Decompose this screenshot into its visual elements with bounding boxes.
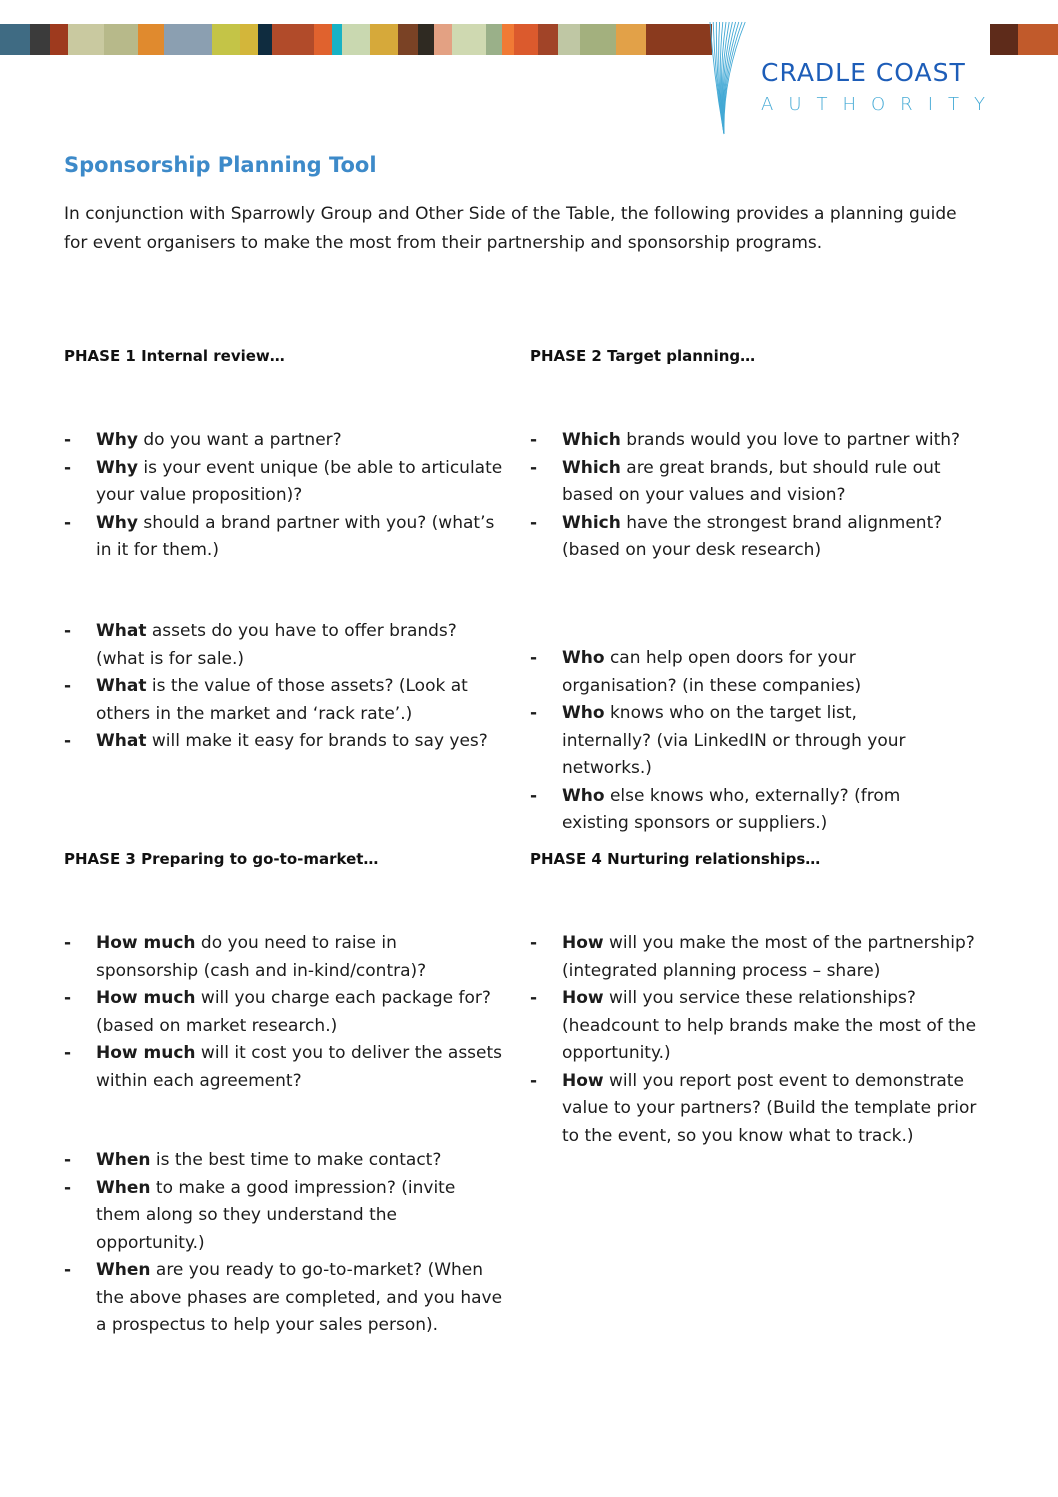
logo-line-2: AUTHORITY xyxy=(761,94,1000,115)
keyword: How xyxy=(562,1070,604,1091)
keyword: How xyxy=(562,988,604,1008)
stripe-block xyxy=(0,24,30,55)
list-item xyxy=(64,673,504,728)
stripe-block xyxy=(646,24,712,55)
keyword: Who xyxy=(562,648,605,668)
list-item xyxy=(530,1068,980,1151)
dash-bullet-icon: - xyxy=(530,430,538,450)
stripe-block xyxy=(1018,24,1058,55)
dash-bullet-icon: - xyxy=(64,933,72,953)
stripe-block xyxy=(212,24,240,55)
phase-3-when-list xyxy=(64,1147,504,1340)
dash-bullet-icon: - xyxy=(530,457,538,478)
phase-1-heading: PHASE 1 Internal review… xyxy=(64,347,285,365)
item-text: do you need to raise in sponsorship (cash and in-kind/contra)? xyxy=(96,933,427,981)
cradle-coast-authority-logo xyxy=(704,18,1024,140)
item-text: will you report post event to demonstrate value to your partners? (Build the template prior to the event, so you know what to track.) xyxy=(562,1070,977,1146)
keyword: How xyxy=(562,933,604,953)
dash-bullet-icon: - xyxy=(530,512,538,533)
item-text: assets do you have to offer brands? (what is for sale.) xyxy=(96,621,457,669)
phase-2-who-list xyxy=(530,645,950,838)
dash-bullet-icon: - xyxy=(64,1177,72,1198)
dash-bullet-icon: - xyxy=(64,430,72,450)
item-text: are you ready to go-to-market? (When the above phases are completed, and you have a prospectus to help your sales person). xyxy=(96,1260,503,1335)
list-item xyxy=(64,510,504,565)
intro-paragraph: In conjunction with Sparrowly Group and Other Side of the Table, the following provides a planning guide for event organisers to make the most from their partnership and sponsorship programs. xyxy=(64,204,957,253)
list-item xyxy=(64,1147,504,1175)
item-text: will make it easy for brands to say yes? xyxy=(146,731,488,751)
stripe-block xyxy=(332,24,342,55)
dash-bullet-icon: - xyxy=(530,988,538,1008)
stripe-block xyxy=(258,24,272,55)
keyword: Why xyxy=(96,512,138,533)
fan-lines-icon xyxy=(704,18,764,140)
stripe-block xyxy=(514,24,538,55)
keyword: Which xyxy=(562,457,621,478)
list-item xyxy=(64,930,504,985)
dash-bullet-icon: - xyxy=(64,621,72,641)
stripe-block xyxy=(502,24,514,55)
stripe-block xyxy=(342,24,370,55)
list-item xyxy=(530,510,980,565)
item-text: have the strongest brand alignment? (based on your desk research) xyxy=(562,512,943,560)
keyword: Which xyxy=(562,430,621,450)
dash-bullet-icon: - xyxy=(64,731,72,751)
list-item xyxy=(530,645,950,700)
list-item xyxy=(530,930,980,985)
item-text: are great brands, but should rule out based on your values and vision? xyxy=(562,457,941,505)
item-text: should a brand partner with you? (what’s in it for them.) xyxy=(96,512,495,560)
keyword: Why xyxy=(96,430,138,450)
stripe-block xyxy=(538,24,558,55)
keyword: How much xyxy=(96,933,196,953)
stripe-block xyxy=(370,24,398,55)
logo-line-1: CRADLE COAST xyxy=(761,58,966,87)
phase-1-what-list xyxy=(64,618,504,756)
item-text: will it cost you to deliver the assets within each agreement? xyxy=(96,1043,503,1091)
stripe-block xyxy=(418,24,434,55)
dash-bullet-icon: - xyxy=(64,1260,72,1280)
item-text: is the value of those assets? (Look at others in the market and ‘rack rate’.) xyxy=(96,676,468,724)
list-item xyxy=(64,427,504,455)
stripe-block xyxy=(452,24,486,55)
keyword: When xyxy=(96,1177,151,1198)
item-text: will you charge each package for? (based on market research.) xyxy=(96,988,491,1036)
dash-bullet-icon: - xyxy=(530,703,538,723)
dash-bullet-icon: - xyxy=(530,1070,538,1091)
keyword: What xyxy=(96,621,147,641)
list-item xyxy=(530,455,980,510)
phase-3-how-much-list xyxy=(64,930,504,1095)
stripe-block xyxy=(68,24,104,55)
item-text: else knows who, externally? (from existing sponsors or suppliers.) xyxy=(562,785,901,833)
keyword: How much xyxy=(96,988,196,1008)
keyword: Who xyxy=(562,703,605,723)
dash-bullet-icon: - xyxy=(530,648,538,668)
item-text: will you make the most of the partnership? (integrated planning process – share) xyxy=(562,933,975,981)
keyword: Who xyxy=(562,785,605,806)
stripe-block xyxy=(138,24,164,55)
item-text: do you want a partner? xyxy=(137,430,342,450)
stripe-block xyxy=(398,24,418,55)
dash-bullet-icon: - xyxy=(64,676,72,696)
keyword: Why xyxy=(96,457,138,478)
keyword: When xyxy=(96,1260,151,1280)
dash-bullet-icon: - xyxy=(530,785,538,806)
list-item xyxy=(64,1257,504,1340)
list-item xyxy=(530,700,950,783)
keyword: When xyxy=(96,1150,151,1170)
stripe-block xyxy=(434,24,452,55)
phase-3-section xyxy=(64,850,504,1335)
dash-bullet-icon: - xyxy=(530,933,538,953)
keyword: Which xyxy=(562,512,621,533)
list-item xyxy=(64,618,504,673)
stripe-block xyxy=(240,24,258,55)
list-item xyxy=(64,455,504,510)
list-item xyxy=(530,783,950,838)
dash-bullet-icon: - xyxy=(64,457,72,478)
list-item xyxy=(64,1175,504,1258)
phase-1-why-list xyxy=(64,427,504,565)
item-text: will you service these relationships? (headcount to help brands make the most of the opportunity.) xyxy=(562,988,977,1063)
item-text: is the best time to make contact? xyxy=(150,1150,442,1170)
keyword: How much xyxy=(96,1043,196,1063)
stripe-block xyxy=(486,24,502,55)
stripe-block xyxy=(104,24,138,55)
item-text: is your event unique (be able to articulate your value proposition)? xyxy=(96,457,503,505)
stripe-block xyxy=(50,24,68,55)
list-item xyxy=(64,985,504,1040)
list-item xyxy=(64,728,504,756)
phase-2-heading: PHASE 2 Target planning… xyxy=(530,347,756,365)
stripe-block xyxy=(164,24,212,55)
list-item xyxy=(530,427,980,455)
item-text: to make a good impression? (invite them along so they understand the opportunity.) xyxy=(96,1177,456,1253)
phase-2-which-list xyxy=(530,427,980,565)
stripe-block xyxy=(272,24,314,55)
stripe-block xyxy=(580,24,616,55)
stripe-block xyxy=(558,24,580,55)
item-text: knows who on the target list, internally? (via LinkedIN or through your networks.) xyxy=(562,703,906,778)
dash-bullet-icon: - xyxy=(64,1150,72,1170)
stripe-block xyxy=(616,24,646,55)
phase-1-section xyxy=(64,347,504,751)
dash-bullet-icon: - xyxy=(64,988,72,1008)
keyword: What xyxy=(96,731,147,751)
dash-bullet-icon: - xyxy=(64,512,72,533)
phase-4-how-list xyxy=(530,930,980,1150)
phase-3-heading: PHASE 3 Preparing to go-to-market… xyxy=(64,850,379,868)
list-item xyxy=(530,985,980,1068)
item-text: can help open doors for your organisation? (in these companies) xyxy=(562,648,862,696)
phase-4-section xyxy=(530,850,980,1146)
page-title: Sponsorship Planning Tool xyxy=(64,153,377,177)
keyword: What xyxy=(96,676,147,696)
stripe-block xyxy=(30,24,50,55)
item-text: brands would you love to partner with? xyxy=(620,430,961,450)
stripe-block xyxy=(314,24,332,55)
phase-2-section xyxy=(530,347,980,833)
phase-4-heading: PHASE 4 Nurturing relationships… xyxy=(530,850,821,868)
list-item xyxy=(64,1040,504,1095)
dash-bullet-icon: - xyxy=(64,1043,72,1063)
